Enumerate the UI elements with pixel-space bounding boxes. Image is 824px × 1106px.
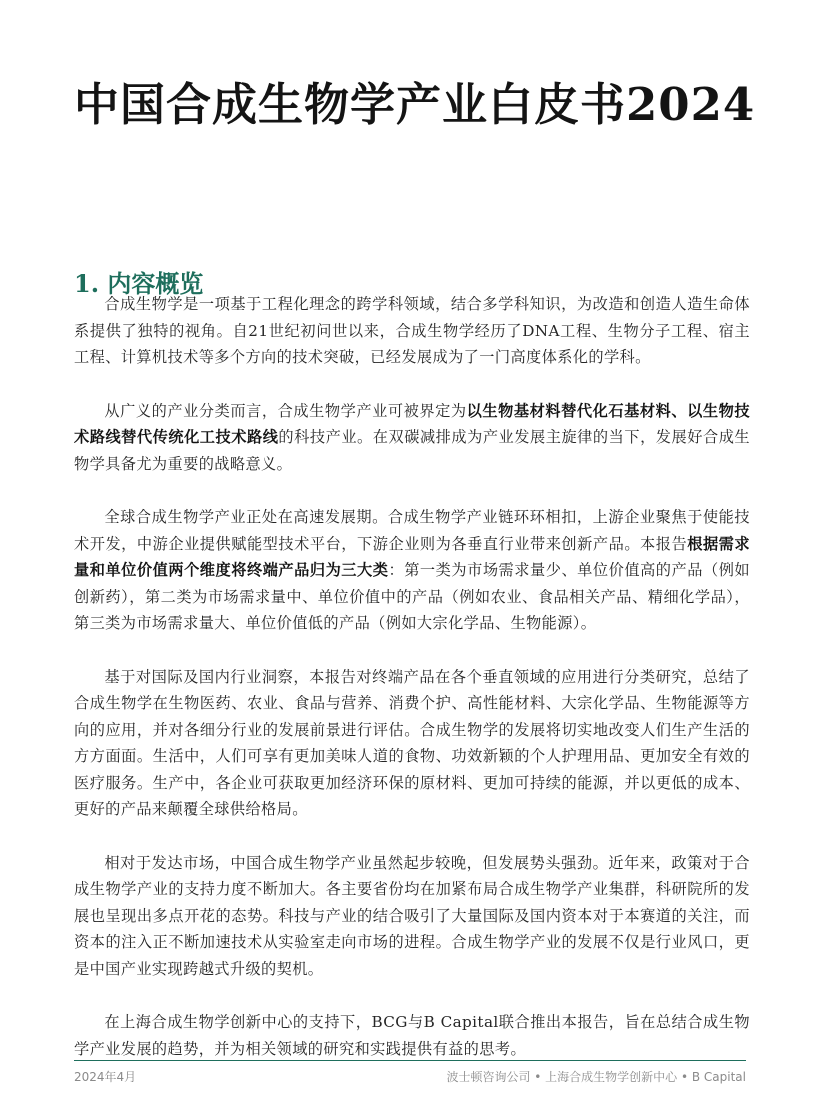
document-title: 中国合成生物学产业白皮书2024 <box>74 78 756 132</box>
paragraph-2-text-a: 从广义的产业分类而言，合成生物学产业可被界定为 <box>104 401 467 420</box>
footer-publishers: 波士顿咨询公司 • 上海合成生物学创新中心 • B Capital <box>446 1070 746 1084</box>
paragraph-3-emphasis: 根据需求量和单位价值两个维度将终端产品归为三大类 <box>74 534 750 579</box>
paragraph-3-text-a: 全球合成生物学产业正处在高速发展期。合成生物学产业链环环相扣，上游企业聚焦于使能技术开发，中游企业提供赋能型技术平台，下游企业则为各垂直行业带来创新产品。本报告 <box>74 508 750 553</box>
paragraph-3 <box>74 504 750 637</box>
paragraph-2-text-b: 的科技产业。在双碳减排成为产业发展主旋律的当下，发展好合成生物学具备尤为重要的战略意义。 <box>74 428 751 473</box>
paragraph-3-text-b: ：第一类为市场需求量少、单位价值高的产品（例如创新药），第二类为市场需求量中、单位价值中的产品（例如农业、食品相关产品、精细化学品），第三类为市场需求量大、单位价值低的产品（例如大宗化学品、生物能源）。 <box>74 561 751 632</box>
paragraph-2 <box>74 398 750 478</box>
footer-date: 2024年4月 <box>74 1070 137 1084</box>
paragraph-2-emphasis: 以生物基材料替代化石基材料、以生物技术路线替代传统化工技术路线 <box>74 401 751 446</box>
paragraph-6-text: 在上海合成生物学创新中心的支持下，BCG与B Capital联合推出本报告，旨在总结合成生物学产业发展的趋势，并为相关领域的研究和实践提供有益的思考。 <box>74 1013 750 1058</box>
paragraph-6 <box>74 1009 750 1062</box>
footer-divider <box>74 1060 746 1061</box>
paragraph-4 <box>74 664 750 823</box>
body-text <box>74 291 750 1089</box>
paragraph-5 <box>74 850 750 983</box>
paragraph-1 <box>74 291 750 371</box>
section-heading: 1. 内容概览 <box>74 268 204 298</box>
paragraph-4-text: 基于对国际及国内行业洞察，本报告对终端产品在各个垂直领域的应用进行分类研究，总结了合成生物学在生物医药、农业、食品与营养、消费个护、高性能材料、大宗化学品、生物能源等方向的应用，并对各细分行业的发展前景进行评估。合成生物学的发展将切实地改变人们生产生活的方方面面。生活中，人们可享有更加美味人道的食物、功效新颖的个人护理用品、更加安全有效的医疗服务。生产中，各企业可获取更加经济环保的原材料、更加可持续的能源，并以更低的成本、更好的产品来颠覆全球供给格局。 <box>74 667 750 818</box>
paragraph-1-text: 合成生物学是一项基于工程化理念的跨学科领域，结合多学科知识，为改造和创造人造生命体系提供了独特的视角。自21世纪初问世以来，合成生物学经历了DNA工程、生物分子工程、宿主工程、计算机技术等多个方向的技术突破，已经发展成为了一门高度体系化的学科。 <box>74 295 750 366</box>
paragraph-5-text: 相对于发达市场，中国合成生物学产业虽然起步较晚，但发展势头强劲。近年来，政策对于合成生物学产业的支持力度不断加大。各主要省份均在加紧布局合成生物学产业集群，科研院所的发展也呈现出多点开花的态势。科技与产业的结合吸引了大量国际及国内资本对于本赛道的关注，而资本的注入正不断加速技术从实验室走向市场的进程。合成生物学产业的发展不仅是行业风口，更是中国产业实现跨越式升级的契机。 <box>74 853 750 978</box>
page-footer <box>74 1068 746 1085</box>
